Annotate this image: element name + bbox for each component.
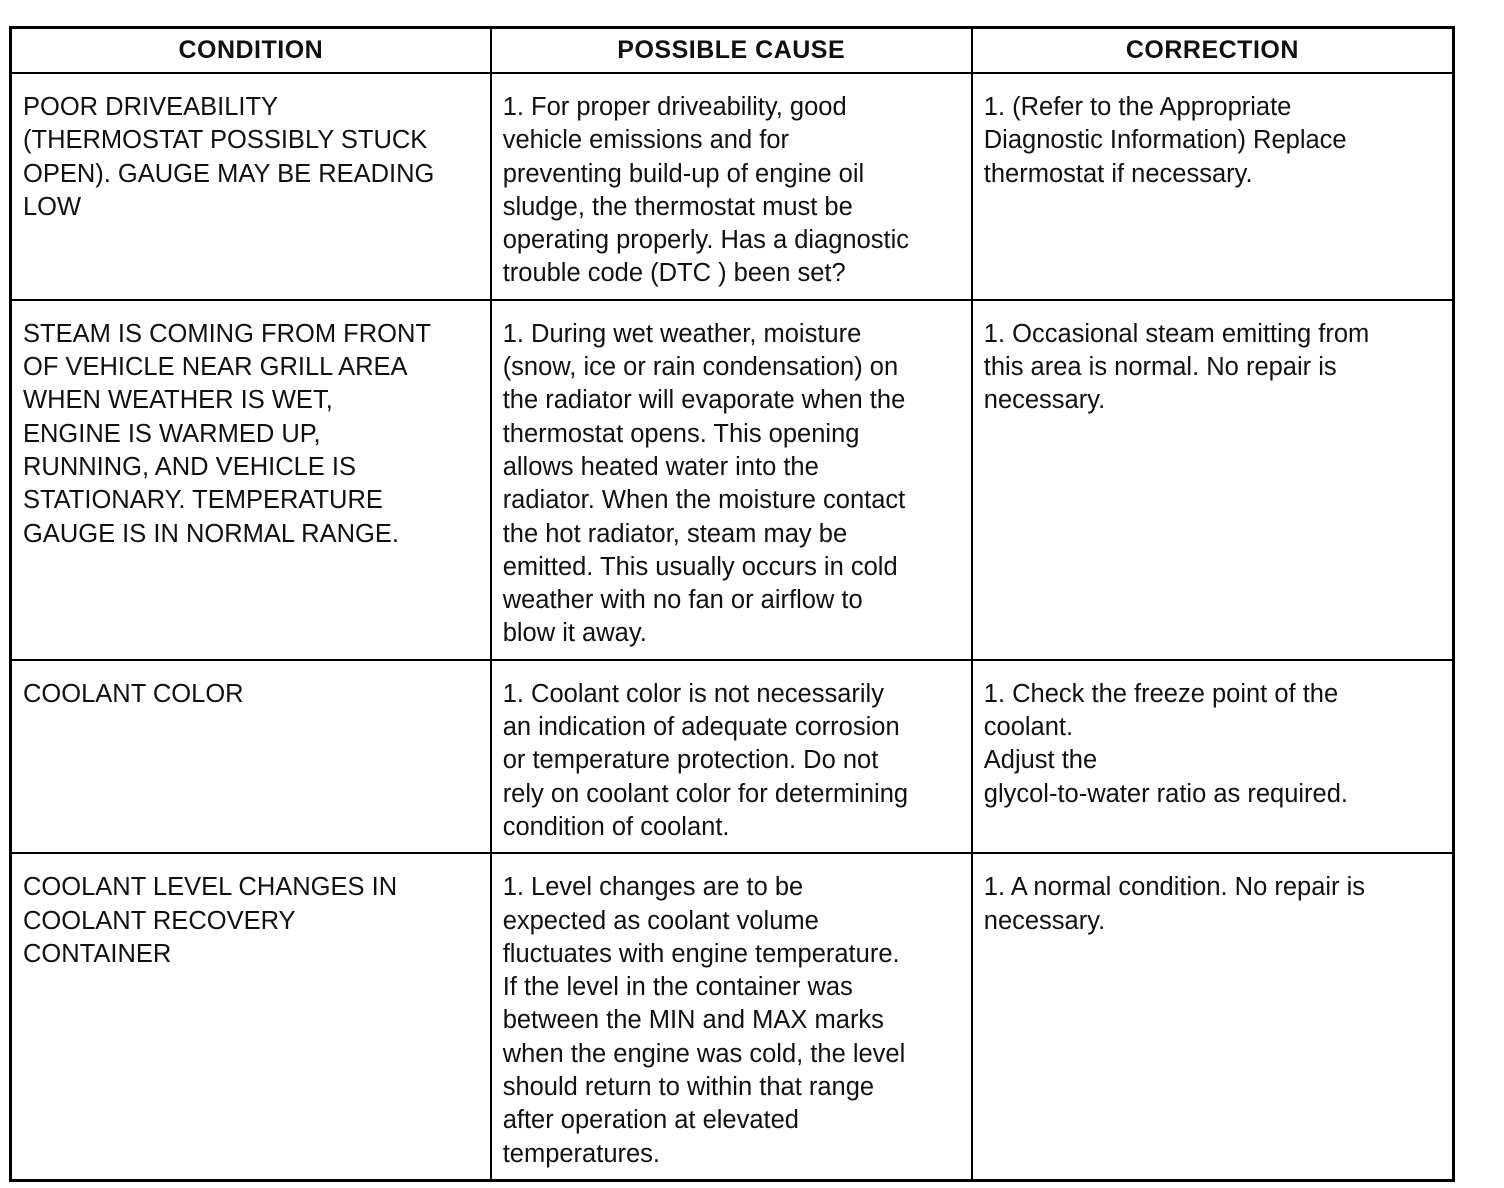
text-line: the hot radiator, steam may be [502,519,848,548]
text-line: If the level in the container was [502,973,853,1002]
text-line: 1. Level changes are to be [502,873,804,902]
header-correction: CORRECTION [972,28,1454,74]
text-line: 1. Coolant color is not necessarily [502,679,884,708]
text-line: this area is normal. No repair is [983,353,1337,382]
diagnosis-table [9,26,1455,1182]
condition-cell [11,853,491,1180]
text-line: 1. A normal condition. No repair is [983,873,1366,902]
text-line: trouble code (DTC ) been set? [502,259,846,288]
text-line: thermostat opens. This opening [502,419,860,448]
text-line: between the MIN and MAX marks [502,1006,884,1035]
text-line: 1. For proper driveability, good [502,93,847,121]
text-line: OPEN). GAUGE MAY BE READING [23,159,435,188]
header-row [11,28,1454,74]
text-line: allows heated water into the [502,452,819,481]
correction-cell [972,660,1454,853]
text-line: RUNNING, AND VEHICLE IS [23,452,356,481]
text-line: WHEN WEATHER IS WET, [23,386,333,415]
text-line: weather with no fan or airflow to [502,586,863,615]
text-line: operating properly. Has a diagnostic [502,226,910,255]
text-line: radiator. When the moisture contact [502,486,906,515]
text-line: emitted. This usually occurs in cold [502,552,898,581]
text-line: expected as coolant volume [502,906,819,935]
text-line: 1. Check the freeze point of the [983,679,1339,708]
text-line: sludge, the thermostat must be [502,192,853,221]
text-line: COOLANT RECOVERY [23,906,296,935]
text-line: Adjust the [983,746,1098,775]
text-line: preventing build-up of engine oil [502,159,865,188]
text-line: the radiator will evaporate when the [502,386,906,415]
text-line: blow it away. [502,619,647,648]
correction-cell [972,853,1454,1180]
text-line: ENGINE IS WARMED UP, [23,419,321,448]
text-line: STEAM IS COMING FROM FRONT [23,319,431,348]
text-line: (THERMOSTAT POSSIBLY STUCK [23,126,428,155]
text-line: rely on coolant color for determining [502,779,909,808]
table-row [11,660,1454,853]
text-line: after operation at elevated [502,1106,799,1135]
possible-cause-cell [491,73,972,300]
table-row [11,300,1454,660]
possible-cause-cell [491,853,972,1180]
text-line: thermostat if necessary. [983,159,1253,188]
table-row [11,73,1454,300]
possible-cause-cell [491,660,972,853]
text-line: necessary. [983,386,1106,415]
text-line: CONTAINER [23,939,172,968]
text-line: vehicle emissions and for [502,126,789,155]
possible-cause-cell [491,300,972,660]
text-line: STATIONARY. TEMPERATURE [23,486,383,515]
text-line: necessary. [983,906,1106,935]
text-line: GAUGE IS IN NORMAL RANGE. [23,519,399,548]
text-line: 1. Occasional steam emitting from [983,319,1370,348]
text-line: glycol-to-water ratio as required. [983,779,1348,808]
correction-cell [972,300,1454,660]
text-line: temperatures. [502,1139,661,1168]
text-line: fluctuates with engine temperature. [502,939,900,968]
condition-cell [11,300,491,660]
text-line: when the engine was cold, the level [502,1039,906,1068]
header-possible-cause: POSSIBLE CAUSE [491,28,972,74]
text-line: should return to within that range [502,1073,875,1102]
text-line: LOW [23,192,82,221]
text-line: (snow, ice or rain condensation) on [502,353,899,382]
condition-cell [11,660,491,853]
text-line: POOR DRIVEABILITY [23,93,279,121]
header-condition: CONDITION [11,28,491,74]
text-line: Diagnostic Information) Replace [983,126,1347,155]
text-line: COOLANT COLOR [23,679,244,708]
text-line: an indication of adequate corrosion [502,713,900,742]
condition-cell [11,73,491,300]
text-line: OF VEHICLE NEAR GRILL AREA [23,353,408,382]
text-line: or temperature protection. Do not [502,746,879,775]
table-row [11,853,1454,1180]
correction-cell [972,73,1454,300]
text-line: coolant. [983,713,1074,742]
text-line: 1. During wet weather, moisture [502,319,862,348]
text-line: 1. (Refer to the Appropriate [983,93,1292,121]
text-line: condition of coolant. [502,812,730,841]
text-line: COOLANT LEVEL CHANGES IN [23,873,398,902]
